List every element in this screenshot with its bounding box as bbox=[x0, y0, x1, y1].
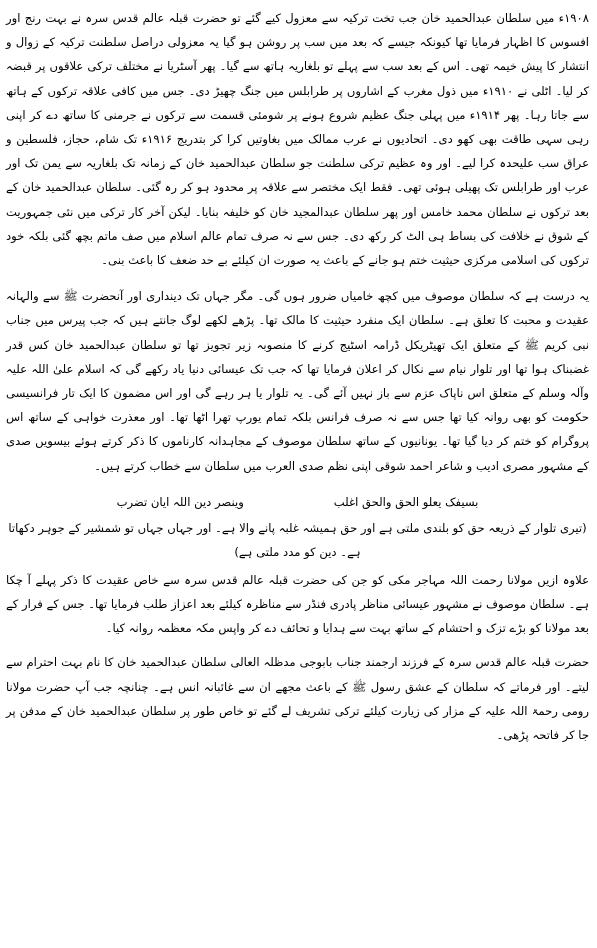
paragraph-maulana-rahmatullah: علاوہ ازیں مولانا رحمت اللہ مہاجر مکی کو جن کی حضرت قبلہ عالم قدس سرہ سے خاص عقیدت کا ذکر پہلے آ چکا ہے۔ سلطان موصوف نے مشہور عیسائی مناظر پادری فنڈر سے مناظرہ کیلئے بعد اعزاز طلب فرمایا تھا۔ جس کے فرار کے بعد مولانا کو بڑے تزک و احتشام کے ساتھ بہت سے ہدایا و تحائف دے کر واپس مکہ معظمہ روانہ کیا۔ bbox=[6, 572, 589, 636]
paragraph-babuji-reverence: حضرت قبلہ عالم قدس سرہ کے فرزند ارجمند جناب بابوجی مدظلہ العالی سلطان عبدالحمید خان کا نام بہت احترام سے لیتے۔ اور فرماتے کہ سلطان کے عشق رسول ﷺ کے باعث مجھے ان سے غائبانہ انس ہے۔ چنانچہ جب آپ حضرت مولانا رومی رحمۃ اللہ علیہ کے مزار کی زیارت کیلئے ترکی تشریف لے گئے تو خاص طور پر سلطان عبدالحمید خان کے مدفن پر جا کر فاتحہ پڑھی۔ bbox=[6, 655, 589, 743]
verse-translation: (تیری تلوار کے ذریعہ حق کو بلندی ملتی ہے اور حق ہمیشہ غلبہ پانے والا ہے۔ اور جہاں جہاں تو شمشیر کے جوہر دکھاتا ہے۔ دین کو مدد ملتی ہے) bbox=[8, 520, 587, 559]
verse-second-hemistich: وینصر دین اللہ ایان تضرب bbox=[116, 494, 244, 509]
verse-first-hemistich: بسیفک یعلو الحق والحق اغلب bbox=[333, 494, 479, 509]
arabic-verse bbox=[6, 490, 589, 514]
paragraph-sultan-devotion: یہ درست ہے کہ سلطان موصوف میں کچھ خامیاں ضرور ہوں گی۔ مگر جہاں تک دینداری اور آنحضرت ﷺ سے والہانہ عقیدت و محبت کا تعلق ہے۔ سلطان ایک منفرد حیثیت کا مالک تھا۔ پڑھے لکھے لوگ جانتے ہیں کہ جب پیرس میں جناب نبی کریم ﷺ کے متعلق ایک تھیٹریکل ڈرامہ اسٹیج کرنے کا منصوبہ زیر تجویز تھا تو سلطان عبدالحمید خان کس قدر غضبناک ہوا تھا اور تلوار نیام سے نکال کر اعلان فرمایا تھا کہ جب تک عیسائی دنیا یاد رکھے گی کہ اسلام علیٰ اللہ علیہ وآلہ وسلم کے متعلق اس ناپاک عزم سے باز نہیں آئے گی۔ یہ تلوار یا ہر رہے گی اور اس مضمون کا ایک تار فرانسیسی حکومت کو بھی روانہ کیا تھا جس سے نہ صرف فرانس بلکہ تمام یورپ تھرا اٹھا تھا۔ اور معذرت خواہی کے ساتھ اس پروگرام کو ختم کر دیا گیا تھا۔ یونانیوں کے ساتھ سلطان موصوف کے مجاہدانہ کارناموں کا ذکر کرتے ہوئے بیسویں صدی کے مشہور مصری ادیب و شاعر احمد شوقی اپنی نظم صدی العرب میں سلطان سے خطاب کرتے ہیں۔ bbox=[6, 289, 589, 473]
paragraph-ottoman-decline: ۱۹۰۸ء میں سلطان عبدالحمید خان جب تخت ترکیہ سے معزول کیے گئے تو حضرت قبلہ عالم قدس سرہ نے بہت رنج اور افسوس کا اظہار فرمایا تھا کیونکہ جیسے کہ بعد میں سب پر روشن ہو گیا یہ معزولی دراصل سلطنت ترکیہ کے زوال و انتشار کا پیش خیمہ تھی۔ اس کے بعد سب سے پہلے تو بلغاریہ ہاتھ سے گیا۔ پھر آسٹریا نے مختلف ترکی علاقوں پر قبضہ کر لیا۔ اٹلی نے ۱۹۱۰ء میں ذول مغرب کے اشاروں پر طرابلس میں جنگ چھیڑ دی۔ جس میں کافی علاقہ ترکوں کے ہاتھ سے جاتا رہا۔ پھر ۱۹۱۴ء میں پہلی جنگ عظیم شروع ہونے پر شومئی قسمت سے ترکوں نے جرمنی کا ساتھ دے کر اپنی رہی سہی طاقت بھی کھو دی۔ اتحادیوں نے عرب ممالک میں بغاوتیں کرا کر بتدریج ۱۹۱۶ء تک شام، حجاز، فلسطین و عراق سب علیحدہ کرا لیے۔ اور وہ عظیم ترکی سلطنت جو سلطان عبدالحمید خان کے زمانہ تک بلغاریہ سے یمن تک اور عرب اور طرابلس تک پھیلی ہوئی تھی۔ فقط ایک مختصر سے علاقہ پر محدود ہو کر رہ گئی۔ سلطان عبدالحمید خان کے بعد ترکوں نے سلطان محمد خامس اور پھر سلطان عبدالمجید خان کو خلیفہ بنایا۔ لیکن آخر کار ترکی میں نئی جمہوریت کے شوق نے خلافت کی بساط ہی الٹ کر رکھ دی۔ جس سے نہ صرف تمام عالم اسلام میں صف ماتم بچھ گئی بلکہ خود ترکوں کی اسلامی مرکزی حیثیت ختم ہو جانے کے باعث یہ صورت ان کیلئے بے حد ضعف کا باعث بنی۔ bbox=[6, 11, 589, 268]
